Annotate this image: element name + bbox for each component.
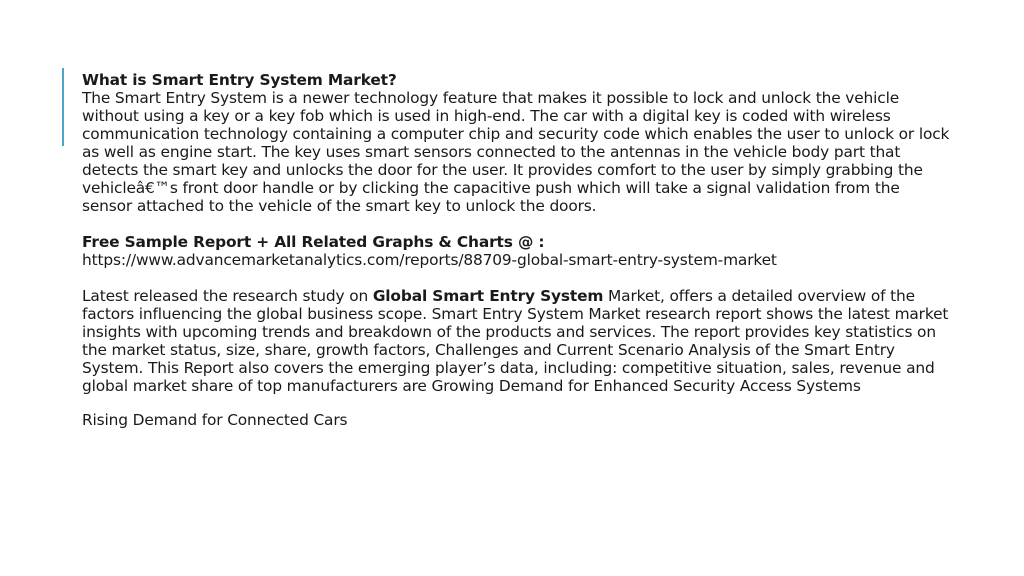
study-paragraph: [82, 287, 954, 395]
study-bold-title: Global Smart Entry System: [372, 287, 604, 305]
closing-line: Rising Demand for Connected Cars: [82, 411, 348, 429]
study-intro: Latest released the research study on: [82, 287, 373, 305]
sample-report-label: Free Sample Report + All Related Graphs & Charts @ :: [82, 233, 545, 251]
spacer: [82, 395, 954, 411]
description-paragraph: The Smart Entry System is a newer technology feature that makes it possible to lock and unlock the vehicle without using a key or a key fob which is used in high-end. The car with a digital key is coded with wireless communication technology containing a computer chip and security code which enables the user to unlock or lock as well as engine start. The key uses smart sensors connected to the antennas in the vehicle body part that detects the smart key and unlocks the door for the user. It provides comfort to the user by simply grabbing the vehicleâ€™s front door handle or by clicking the capacitive push which will take a signal validation from the sensor attached to the vehicle of the smart key to unlock the doors.: [82, 89, 950, 215]
slide-heading: What is Smart Entry System Market?: [82, 71, 397, 89]
sample-report-url[interactable]: https://www.advancemarketanalytics.com/reports/88709-global-smart-entry-system-market: [82, 251, 777, 269]
accent-bar: [62, 68, 64, 146]
study-rest: Market, offers a detailed overview of the factors influencing the global business scope. Smart Entry System Market research report shows the latest market insights with upcoming trends and breakdown of the products and services. The report provides key statistics on the market status, size, share, growth factors, Challenges and Current Scenario Analysis of the Smart Entry System. This Report also covers the emerging player’s data, including: competitive situation, sales, revenue and global market share of top manufacturers are Growing Demand for Enhanced Security Access Systems: [82, 287, 949, 395]
slide-content: [82, 71, 954, 429]
spacer: [82, 269, 954, 287]
spacer: [82, 215, 954, 233]
